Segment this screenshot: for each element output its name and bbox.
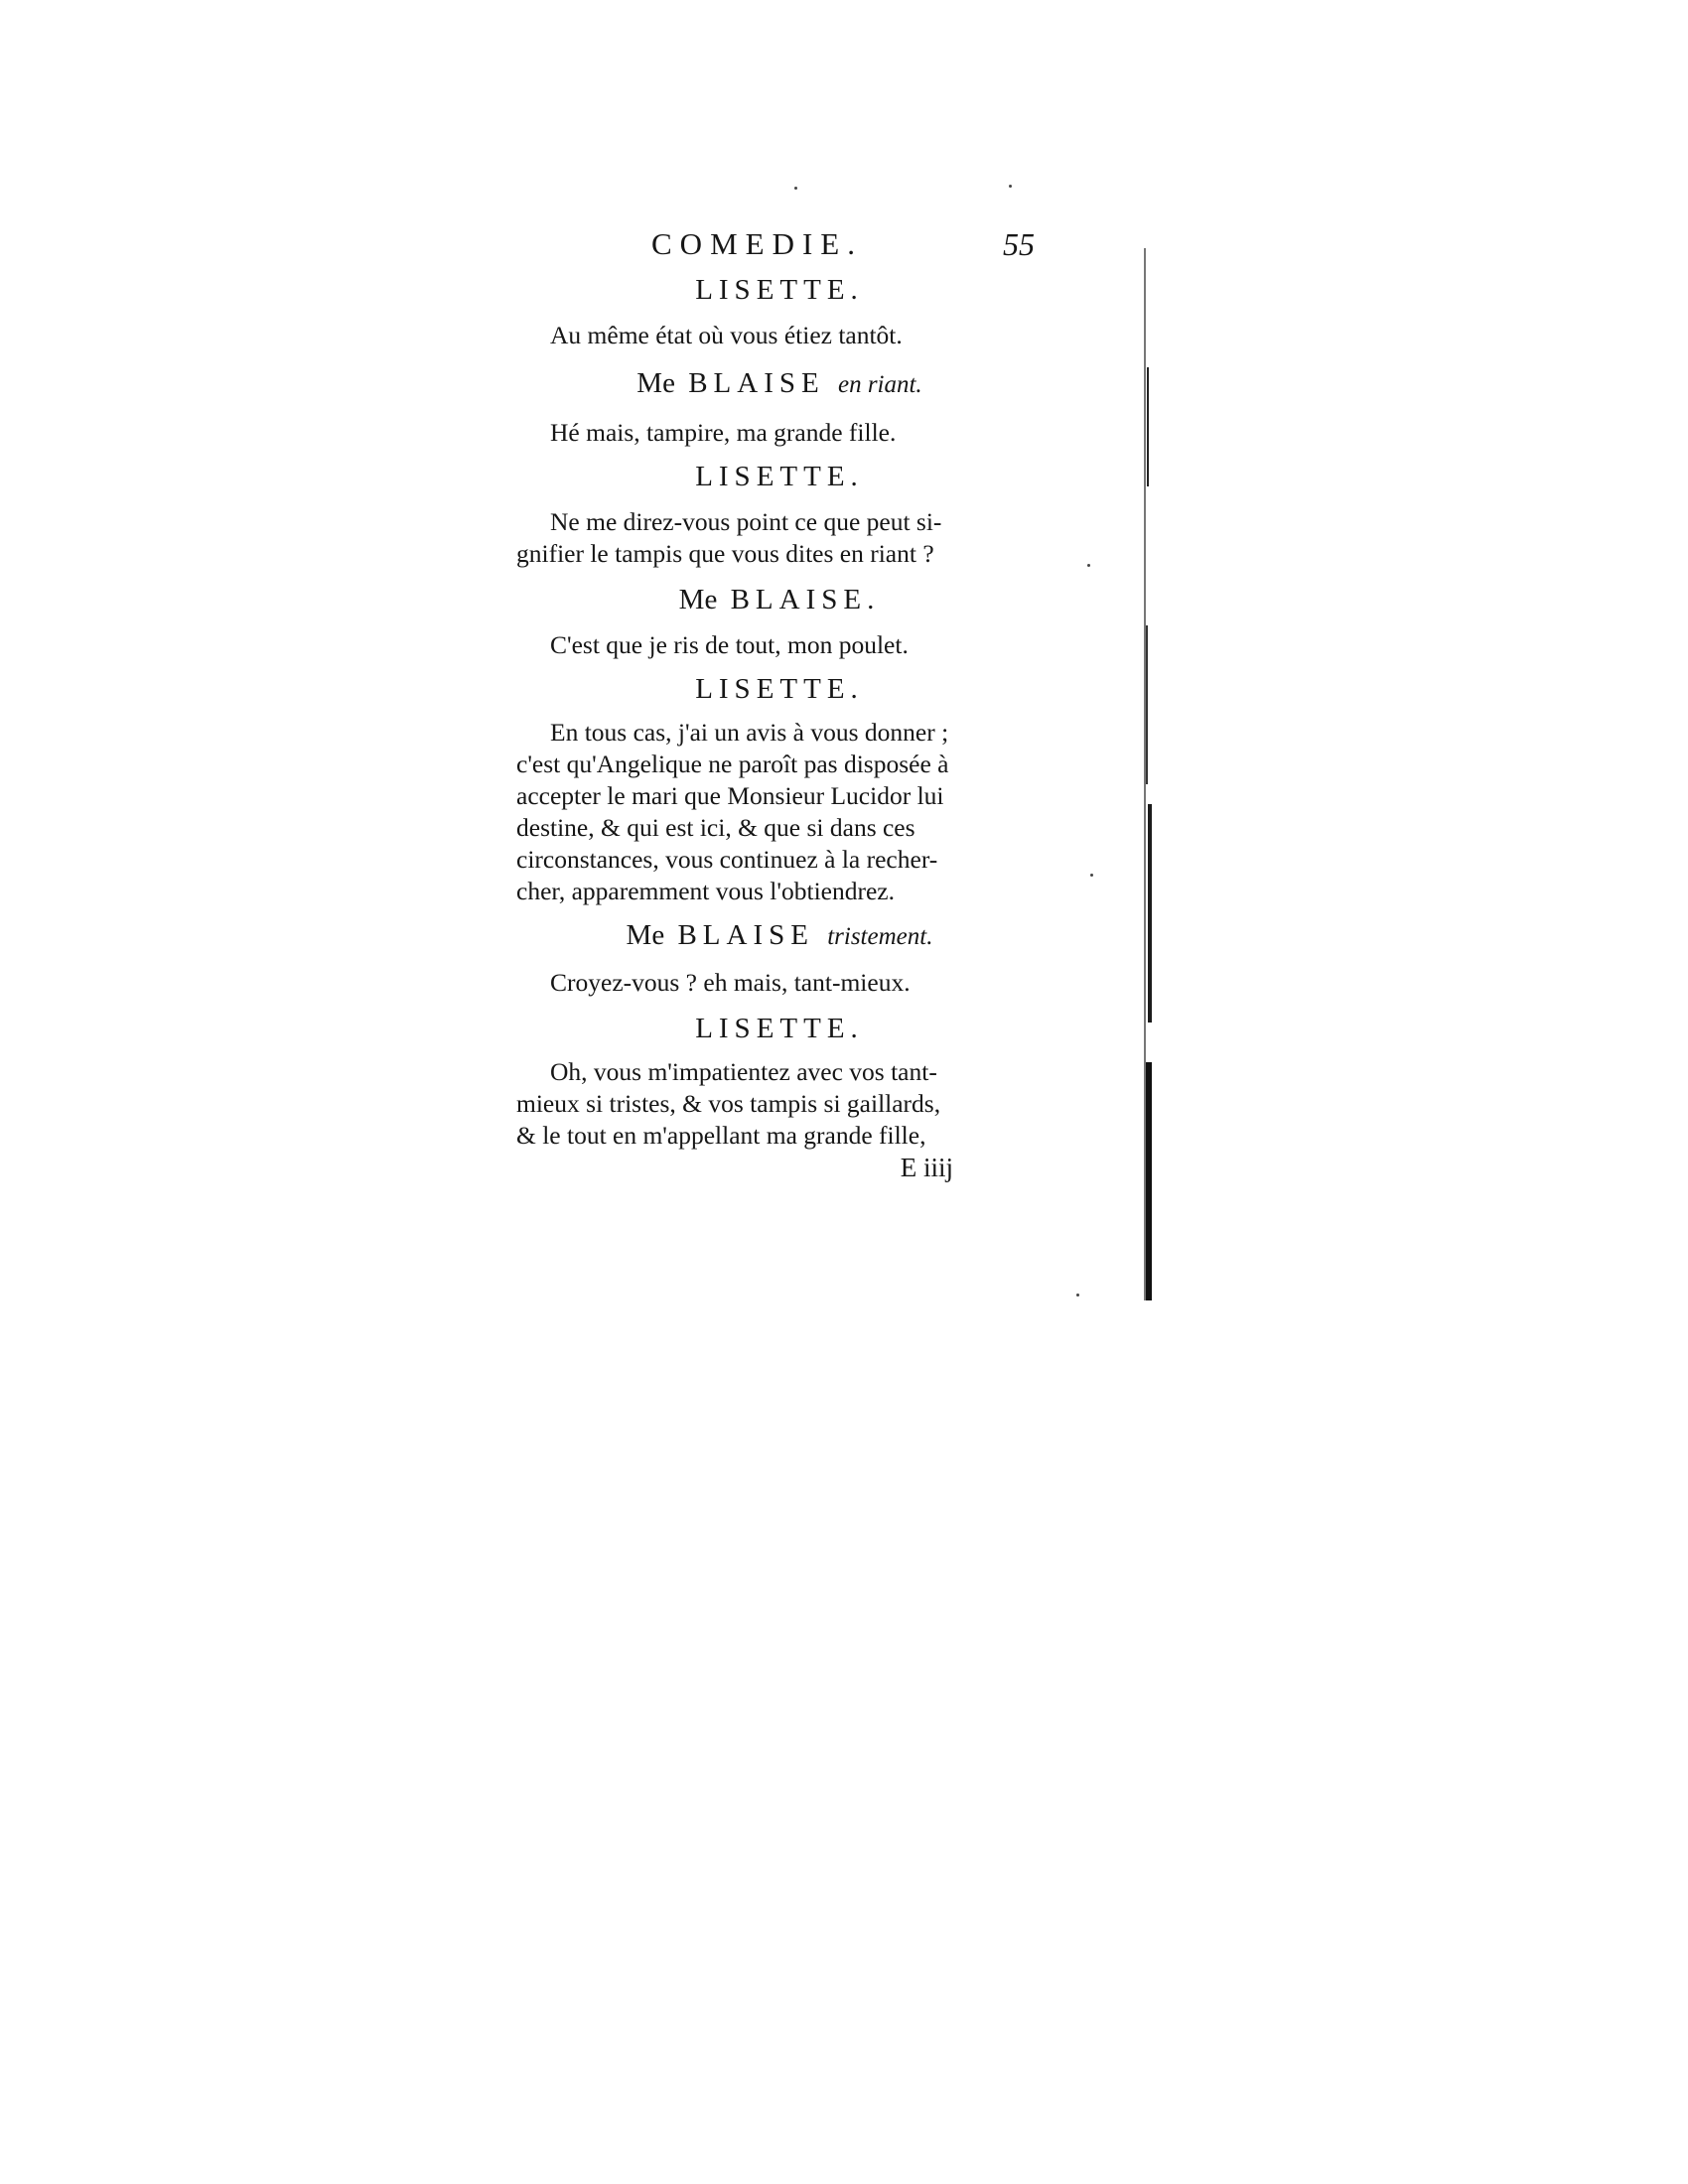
speech xyxy=(516,320,1043,351)
catchword-signature: E iiij xyxy=(900,1153,953,1182)
page-number: 55 xyxy=(1003,226,1035,262)
paper-speck xyxy=(1090,874,1093,877)
speaker-heading xyxy=(516,1011,1043,1046)
speech-line: destine, & qui est ici, & que si dans ces xyxy=(516,813,915,842)
speaker-heading xyxy=(516,917,1043,955)
speech-line: En tous cas, j'ai un avis à vous donner ; xyxy=(550,718,949,747)
speech-line: & le tout en m'appellant ma grande fille, xyxy=(516,1121,926,1150)
speech-line: mieux si tristes, & vos tampis si gaillards, xyxy=(516,1089,941,1118)
running-head xyxy=(516,218,1043,268)
speech-line: accepter le mari que Monsieur Lucidor lui xyxy=(516,781,944,810)
speaker-heading xyxy=(516,459,1043,494)
speech-line: gnifier le tampis que vous dites en riant ? xyxy=(516,539,934,568)
speech-line: cher, apparemment vous l'obtiendrez. xyxy=(516,877,895,905)
speaker-title-abbr: Me xyxy=(678,584,718,615)
speech xyxy=(516,629,1043,661)
speech xyxy=(516,717,1043,907)
stage-direction: en riant. xyxy=(837,371,922,398)
speech xyxy=(516,967,1043,999)
speech-line: c'est qu'Angelique ne paroît pas disposée à xyxy=(516,750,949,778)
speaker-heading xyxy=(516,272,1043,308)
speech-line: Oh, vous m'impatientez avec vos tant- xyxy=(550,1057,937,1086)
speech xyxy=(516,506,1043,570)
speech-line: Hé mais, tampire, ma grande fille. xyxy=(550,418,897,447)
speech-line: Ne me direz-vous point ce que peut si- xyxy=(550,507,942,536)
text-block xyxy=(516,218,1043,1183)
speaker-heading xyxy=(516,671,1043,707)
speaker-heading xyxy=(516,365,1043,403)
paper-speck xyxy=(1087,564,1090,567)
paper-speck xyxy=(794,187,797,190)
speech-line: circonstances, vous continuez à la recher- xyxy=(516,845,938,874)
speech xyxy=(516,417,1043,449)
speaker-name: LISETTE. xyxy=(695,461,864,492)
speech-line: Au même état où vous étiez tantôt. xyxy=(550,321,903,349)
speaker-title-abbr: Me xyxy=(626,919,665,951)
running-title: COMEDIE. xyxy=(651,226,863,261)
paper-speck xyxy=(1076,1294,1079,1297)
stage-direction: tristement. xyxy=(827,923,933,950)
speaker-name: BLAISE xyxy=(677,919,814,951)
speaker-name: BLAISE xyxy=(688,367,825,399)
speaker-name: BLAISE. xyxy=(730,584,881,615)
speaker-name: LISETTE. xyxy=(695,673,864,705)
speaker-name: LISETTE. xyxy=(695,1013,864,1044)
speech-line: C'est que je ris de tout, mon poulet. xyxy=(550,630,909,659)
speech xyxy=(516,1056,1043,1152)
binding-edge xyxy=(1136,248,1154,1300)
speaker-heading xyxy=(516,582,1043,617)
speaker-title-abbr: Me xyxy=(636,367,675,399)
paper-speck xyxy=(1009,185,1012,188)
speech-line: Croyez-vous ? eh mais, tant-mieux. xyxy=(550,968,911,997)
speaker-name: LISETTE. xyxy=(695,274,864,306)
